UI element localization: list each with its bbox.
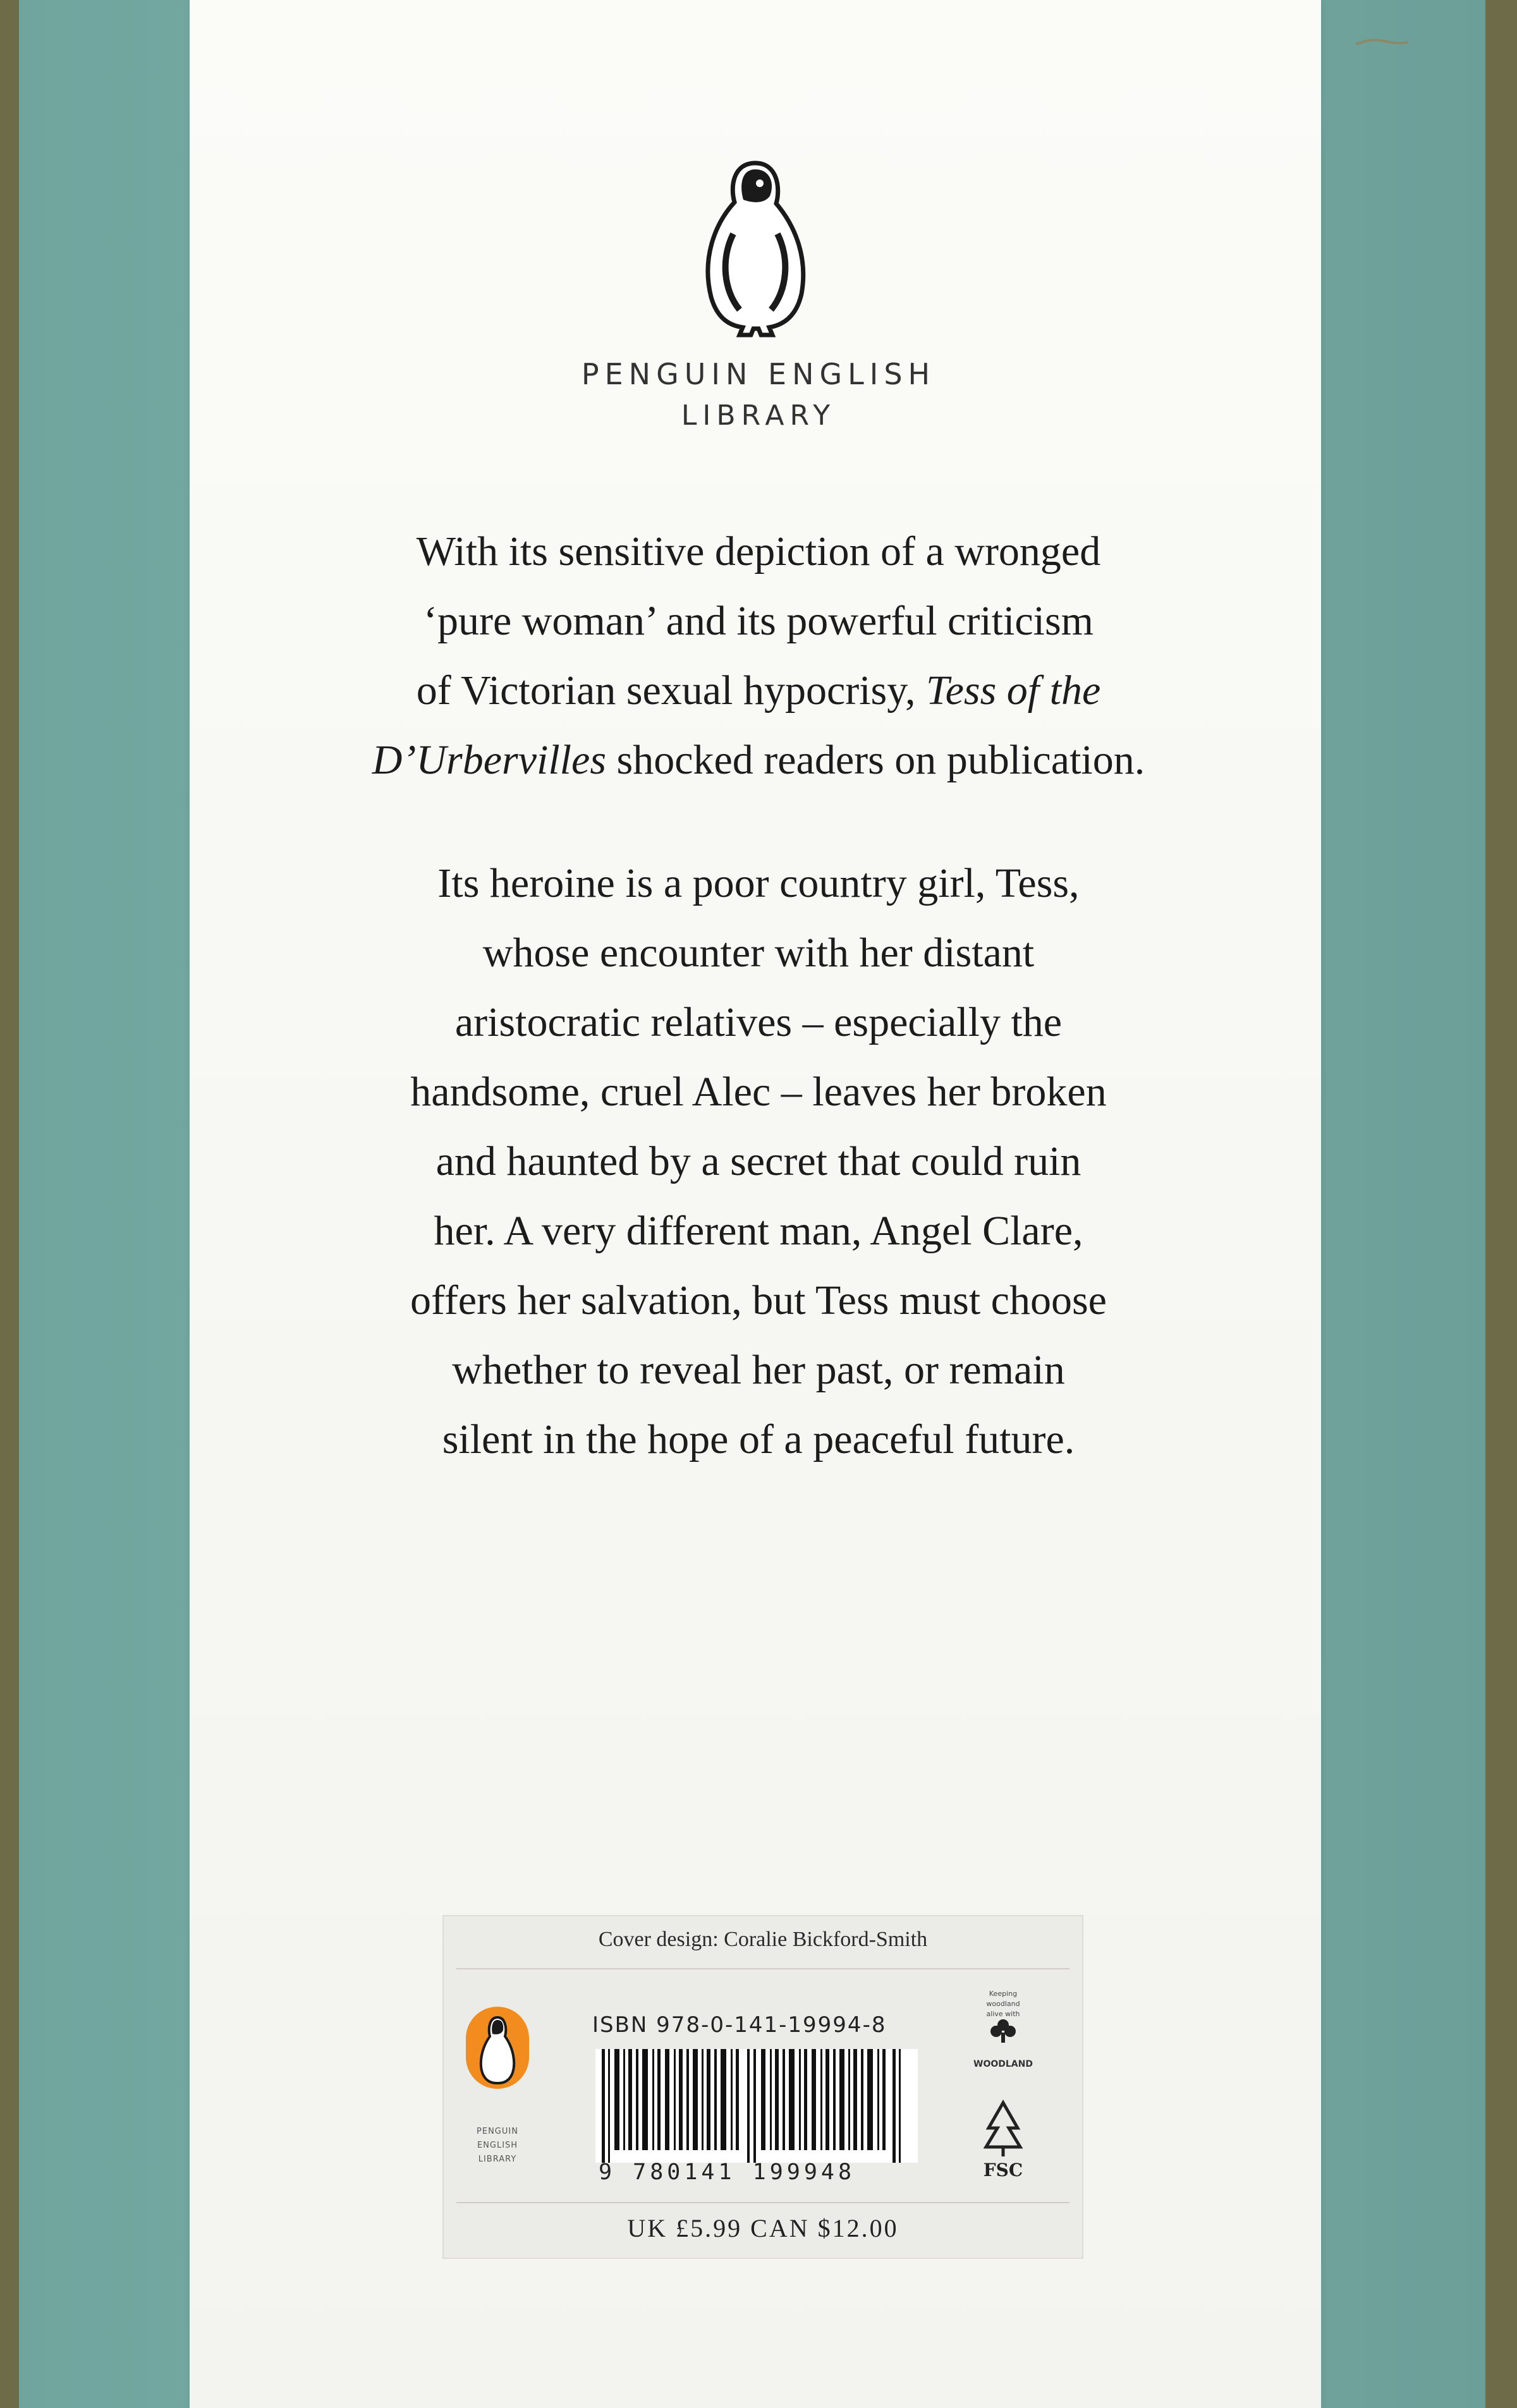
- woodland-caption-line: alive with: [986, 2010, 1020, 2018]
- blurb-line: and haunted by a secret that could ruin: [436, 1138, 1081, 1184]
- woodland-label: WOODLAND: [973, 2059, 1033, 2069]
- badge-caption-line: PENGUIN: [477, 2127, 518, 2136]
- penguin-badge-icon: [463, 2004, 532, 2092]
- woodland-caption: [949, 1989, 1057, 2019]
- imprint-name: PENGUIN ENGLISH: [581, 357, 936, 391]
- cover-credit: Cover design: Coralie Bickford-Smith: [598, 1928, 928, 1951]
- price-label: UK £5.99 CAN $12.00: [627, 2214, 899, 2242]
- barcode: [595, 2049, 918, 2163]
- imprint-series: LIBRARY: [681, 399, 836, 432]
- book-title-part: D’Urbervilles: [372, 737, 607, 783]
- blurb-text: shocked readers on publication.: [616, 737, 1145, 783]
- tree-icon: [989, 2017, 1018, 2044]
- blurb-line: handsome, cruel Alec – leaves her broken: [410, 1069, 1107, 1115]
- divider: [456, 1968, 1069, 1969]
- isbn-label: ISBN 978-0-141-19994-8: [592, 2012, 887, 2038]
- blurb-line: aristocratic relatives – especially the: [454, 999, 1063, 1045]
- penguin-icon: [695, 158, 815, 338]
- blurb-line: [221, 736, 1296, 784]
- blurb-line: whose encounter with her distant: [482, 930, 1035, 976]
- divider: [456, 2202, 1069, 2203]
- blurb-line: whether to reveal her past, or remain: [452, 1347, 1065, 1393]
- fsc-tree-icon: [981, 2100, 1025, 2158]
- blurb-line: offers her salvation, but Tess must choose: [410, 1277, 1107, 1323]
- blurb-line: Its heroine is a poor country girl, Tess,: [437, 860, 1080, 906]
- blurb-text: of Victorian sexual hypocrisy,: [416, 667, 916, 714]
- badge-caption-line: LIBRARY: [478, 2155, 517, 2164]
- badge-caption: [456, 2125, 539, 2167]
- fsc-label: FSC: [983, 2160, 1023, 2180]
- blurb-line: her. A very different man, Angel Clare,: [434, 1208, 1083, 1254]
- badge-caption-line: ENGLISH: [477, 2141, 518, 2150]
- blurb-line: ‘pure woman’ and its powerful criticism: [423, 598, 1094, 644]
- scuff-mark: [1353, 28, 1410, 54]
- barcode-panel: [442, 1915, 1083, 2259]
- woodland-caption-line: Keeping: [989, 1990, 1018, 1998]
- woodland-caption-line: woodland: [986, 2000, 1020, 2008]
- barcode-number: 9 780141 199948: [599, 2160, 856, 2185]
- book-title-part: Tess of the: [925, 667, 1101, 714]
- blurb-line: With its sensitive depiction of a wronged: [416, 528, 1101, 575]
- blurb-line: [221, 667, 1296, 715]
- blurb-line: silent in the hope of a peaceful future.: [442, 1416, 1075, 1462]
